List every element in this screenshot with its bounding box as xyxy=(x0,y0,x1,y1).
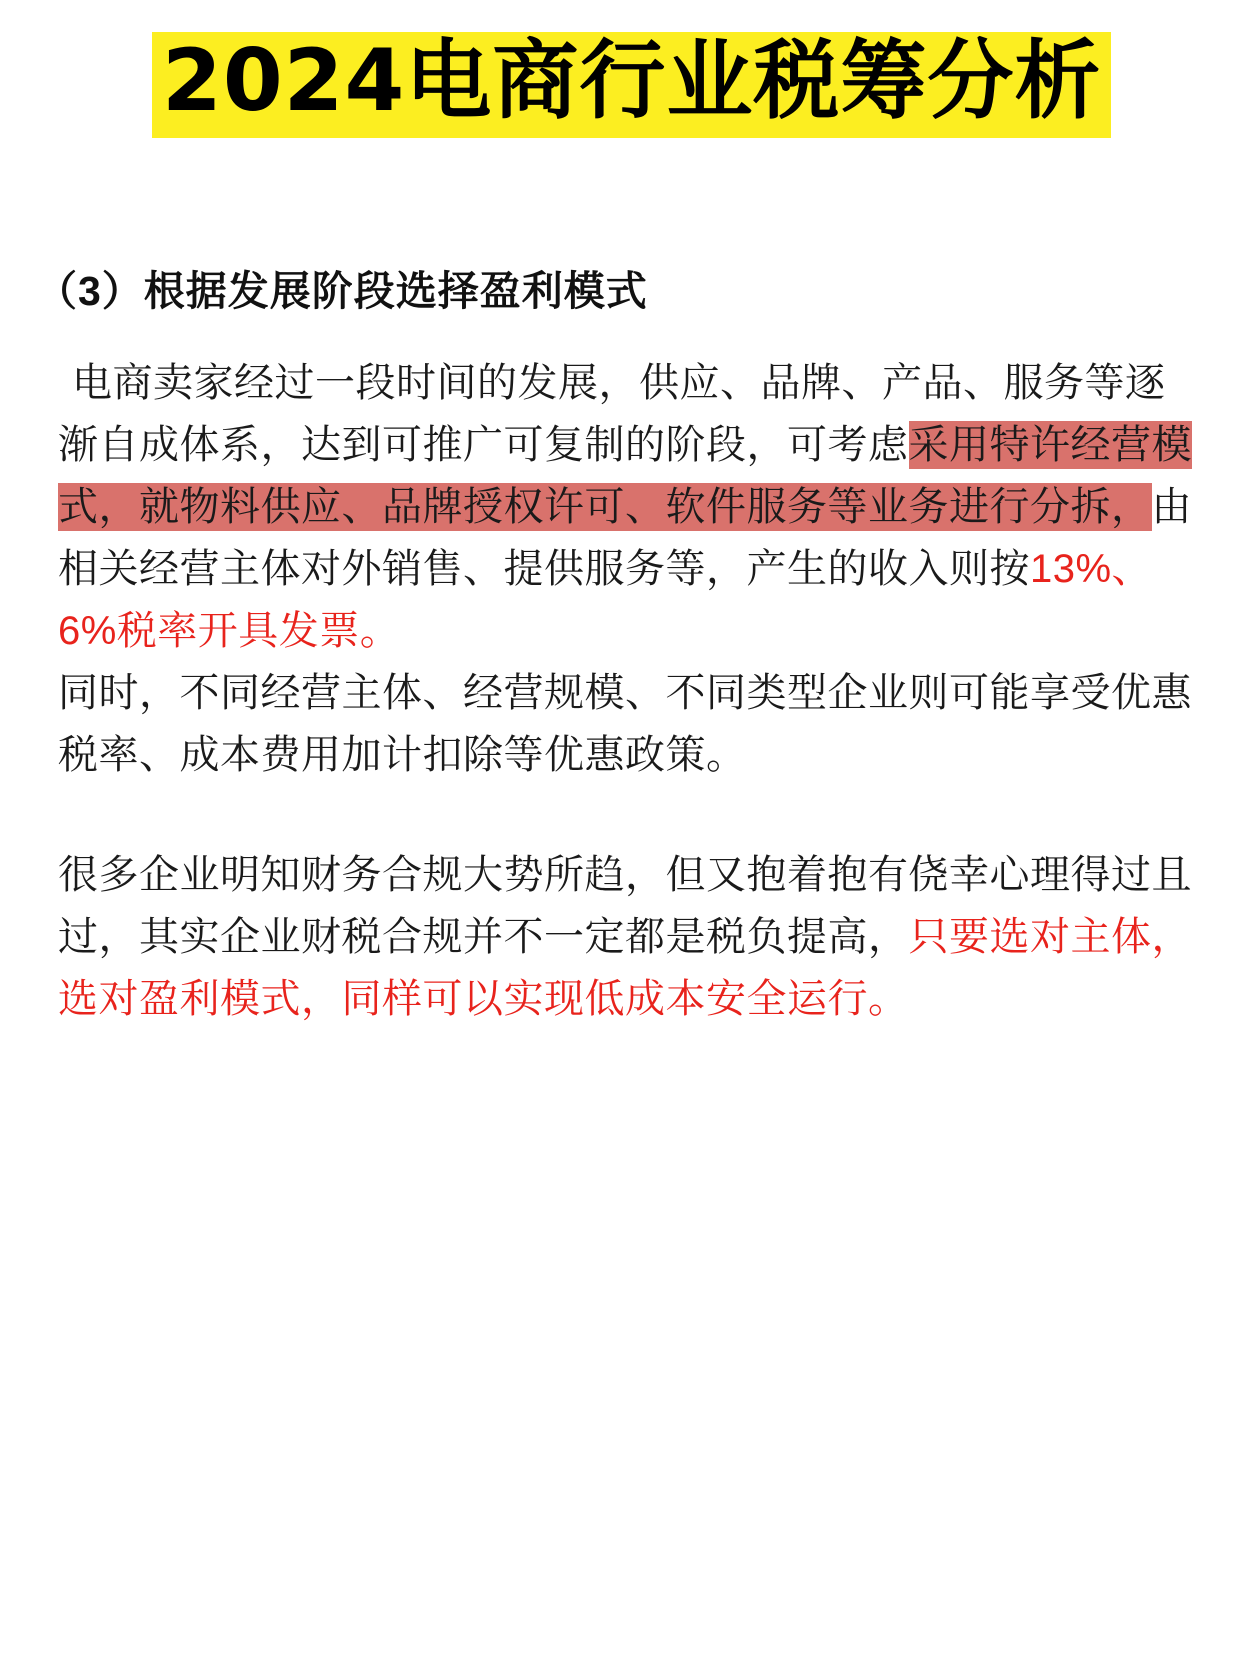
paragraph-3-text: 很多企业明知财务合规大势所趋，但又抱着抱有侥幸心理得过且过，其实企业财税合规并不一定都是税负提高， xyxy=(58,853,1192,959)
title-banner-wrap xyxy=(152,31,1102,138)
body-content xyxy=(58,352,1198,1030)
paragraph-1-highlight: 采用特许经营模式，就物料供应、品牌授权许可、软件服务等业务进行分拆， xyxy=(58,423,1192,529)
paragraph-spacer xyxy=(58,786,1198,844)
title-highlight-banner xyxy=(152,32,1111,138)
paragraph-1-text-b: 由相关经营主体对外销售、提供服务等，产生的收入则按 xyxy=(58,485,1192,591)
paragraph-1 xyxy=(58,352,1198,662)
paragraph-2: 同时，不同经营主体、经营规模、不同类型企业则可能享受优惠税率、成本费用加计扣除等优惠政策。 xyxy=(58,671,1192,777)
paragraph-3-emphasis: 只要选对主体，选对盈利模式，同样可以实现低成本安全运行。 xyxy=(58,915,1192,1021)
page-title: 2024电商行业税筹分析 xyxy=(162,31,1102,131)
paragraph-3 xyxy=(58,844,1198,1030)
paragraph-1-text-a: 电商卖家经过一段时间的发展，供应、品牌、产品、服务等逐渐自成体系，达到可推广可复制的阶段，可考虑 xyxy=(58,361,1166,467)
section-heading: （3）根据发展阶段选择盈利模式 xyxy=(36,268,648,314)
paragraph-1-emphasis: 13%、6%税率开具发票。 xyxy=(58,547,1153,653)
